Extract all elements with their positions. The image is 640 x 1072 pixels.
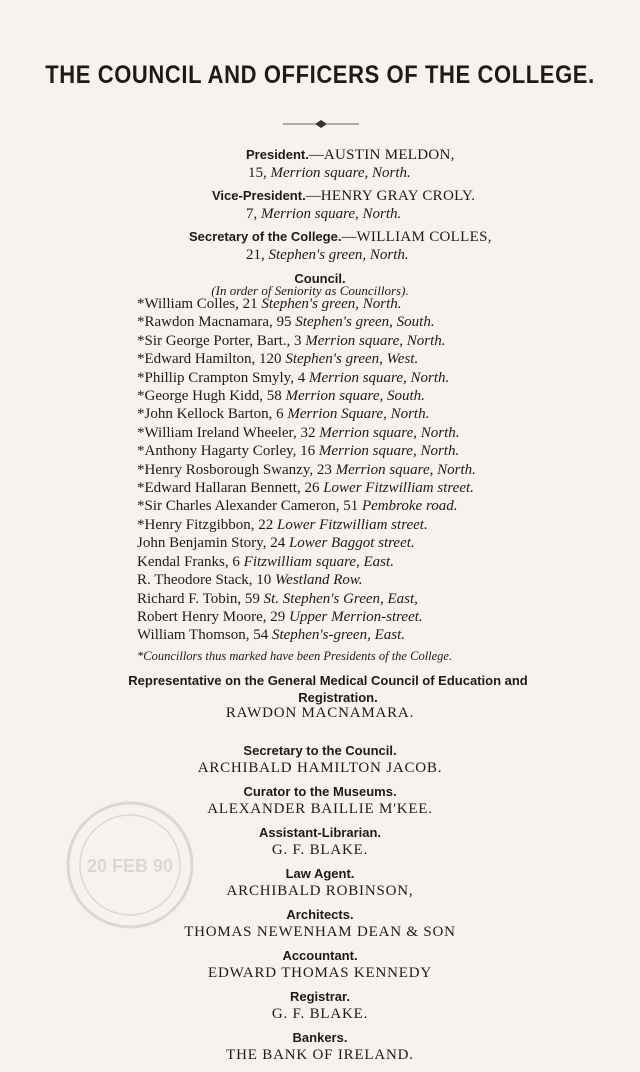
council-heading: Council. [294, 271, 346, 286]
council-member-address: Merrion square, North. [319, 424, 460, 441]
council-member-name: *Henry Rosborough Swanzy, 23 [137, 461, 332, 478]
office-title: Assistant-Librarian. [258, 825, 382, 840]
council-member-address: Stephen's green, West. [285, 351, 419, 368]
council-member-name: *Anthony Hagarty Corley, 16 [137, 443, 316, 460]
council-member-address: Lower Fitzwilliam street. [277, 516, 428, 533]
office-holder: EDWARD THOMAS KENNEDY [207, 965, 433, 981]
president-address: Merrion square, North. [270, 165, 411, 181]
vice-president-address-number: 7, [246, 206, 258, 222]
council-member-name: *Sir George Porter, Bart., 3 [137, 332, 302, 349]
office-holder: G. F. BLAKE. [271, 1006, 369, 1022]
council-member [137, 350, 476, 368]
council-member [137, 442, 476, 460]
president-name: AUSTIN MELDON, [323, 147, 455, 163]
council-member-address: Merrion Square, North. [287, 406, 430, 423]
office-registrar [0, 988, 640, 1023]
council-member-address: Merrion square, North. [318, 443, 460, 460]
council-member-name: *Edward Hamilton, 120 [137, 351, 282, 368]
council-member [137, 626, 476, 644]
council-member-name: *William Colles, 21 [137, 296, 258, 312]
vice-president-address: Merrion square, North. [261, 206, 402, 222]
ornamental-divider [283, 118, 359, 130]
council-member [137, 497, 476, 515]
council-member [137, 571, 476, 589]
office-holder: THE BANK OF IRELAND. [226, 1047, 414, 1063]
office-bankers [0, 1029, 640, 1064]
representative-name-block [0, 704, 640, 722]
council-member-address: Pembroke road. [361, 498, 458, 515]
council-member-list [137, 295, 476, 645]
page-title: THE COUNCIL AND OFFICERS OF THE COLLEGE. [45, 60, 595, 89]
council-member-address: Merrion square, South. [285, 388, 425, 405]
council-member-address: Fitzwilliam square, East. [243, 553, 394, 570]
vice-president-name: HENRY GRAY CROLY. [320, 188, 476, 204]
council-member-name: Richard F. Tobin, 59 [137, 590, 260, 607]
stamp-text: 20 FEB 90 [86, 856, 174, 876]
representative-heading [88, 672, 588, 706]
council-member-name: John Benjamin Story, 24 [137, 535, 286, 552]
office-title: Registrar. [290, 989, 350, 1004]
council-member [137, 590, 476, 608]
council-member [137, 424, 476, 442]
council-member-name: *Henry Fitzgibbon, 22 [137, 516, 274, 533]
council-member [137, 608, 476, 626]
representative-heading-line1: Representative on the General Medical Council of Education and [128, 673, 528, 688]
secretary-address-number: 21, [246, 247, 265, 263]
council-member-address: Upper Merrion-street. [289, 608, 423, 625]
council-subheading: (In order of Seniority as Councillors). [211, 283, 409, 298]
council-member-address: Merrion square, North. [305, 332, 446, 349]
office-title: Accountant. [282, 948, 358, 963]
council-member [137, 387, 476, 405]
council-member-address: Merrion square, North. [335, 461, 476, 478]
council-member-name: Robert Henry Moore, 29 [137, 608, 286, 625]
council-member-address: Westland Row. [275, 572, 363, 589]
council-member [137, 369, 476, 387]
council-member-name: R. Theodore Stack, 10 [137, 572, 272, 589]
council-member-address: Stephen's-green, East. [271, 627, 405, 644]
vice-president-role: Vice-President. [212, 188, 306, 203]
representative-name: RAWDON MACNAMARA. [225, 705, 415, 721]
president-address-number: 15, [248, 165, 267, 181]
president-entry: President.—AUSTIN MELDON, 15, Merrion square, North. [246, 147, 455, 181]
secretary-name: WILLIAM COLLES, [356, 229, 492, 245]
vice-president-entry: Vice-President.—HENRY GRAY CROLY. 7, Merrion square, North. [212, 188, 476, 222]
council-member-address: Lower Fitzwilliam street. [323, 480, 474, 497]
council-member [137, 461, 476, 479]
council-member [137, 534, 476, 552]
office-holder: ALEXANDER BAILLIE M'KEE. [207, 801, 433, 817]
council-member-address: Stephen's green, South. [295, 314, 435, 331]
council-member [137, 405, 476, 423]
office-holder: ARCHIBALD HAMILTON JACOB. [197, 760, 443, 776]
office-title: Bankers. [292, 1030, 348, 1045]
council-member-name: William Thomson, 54 [137, 627, 269, 644]
office-title: Secretary to the Council. [243, 743, 397, 758]
office-title: Architects. [286, 907, 354, 922]
office-secretary-council [0, 742, 640, 777]
council-member-name: *Sir Charles Alexander Cameron, 51 [137, 498, 359, 515]
office-accountant [0, 947, 640, 982]
council-member-name: *Rawdon Macnamara, 95 [137, 314, 292, 331]
office-title: Law Agent. [285, 866, 355, 881]
council-member-address: Stephen's green, North. [261, 296, 402, 312]
representative-heading-line2: Registration. [298, 690, 378, 705]
office-holder: THOMAS NEWENHAM DEAN & SON [184, 924, 456, 940]
library-stamp [60, 790, 200, 940]
council-member-address: Merrion square, North. [308, 369, 450, 386]
council-member [137, 313, 476, 331]
council-member [137, 553, 476, 571]
council-footnote: *Councillors thus marked have been Presidents of the College. [137, 649, 453, 663]
secretary-address: Stephen's green, North. [268, 247, 409, 263]
secretary-role: Secretary of the College. [189, 229, 342, 244]
council-member-name: *George Hugh Kidd, 58 [137, 388, 282, 405]
council-member-name: *Edward Hallaran Bennett, 26 [137, 480, 320, 497]
council-member [137, 332, 476, 350]
council-member-name: Kendal Franks, 6 [137, 553, 240, 570]
council-member-address: Lower Baggot street. [288, 535, 415, 552]
council-member-address: St. Stephen's Green, East, [263, 590, 418, 607]
council-member-name: *John Kellock Barton, 6 [137, 406, 284, 423]
secretary-entry: Secretary of the College.—WILLIAM COLLES, 21, Stephen's green, North. [189, 229, 492, 263]
council-member-name: *Phillip Crampton Smyly, 4 [137, 369, 306, 386]
president-role: President. [246, 147, 309, 162]
council-member [137, 295, 476, 313]
council-member [137, 479, 476, 497]
council-member-name: *William Ireland Wheeler, 32 [137, 424, 316, 441]
office-holder: G. F. BLAKE. [271, 842, 369, 858]
office-title: Curator to the Museums. [243, 784, 397, 799]
office-holder: ARCHIBALD ROBINSON, [226, 883, 414, 899]
council-member [137, 516, 476, 534]
